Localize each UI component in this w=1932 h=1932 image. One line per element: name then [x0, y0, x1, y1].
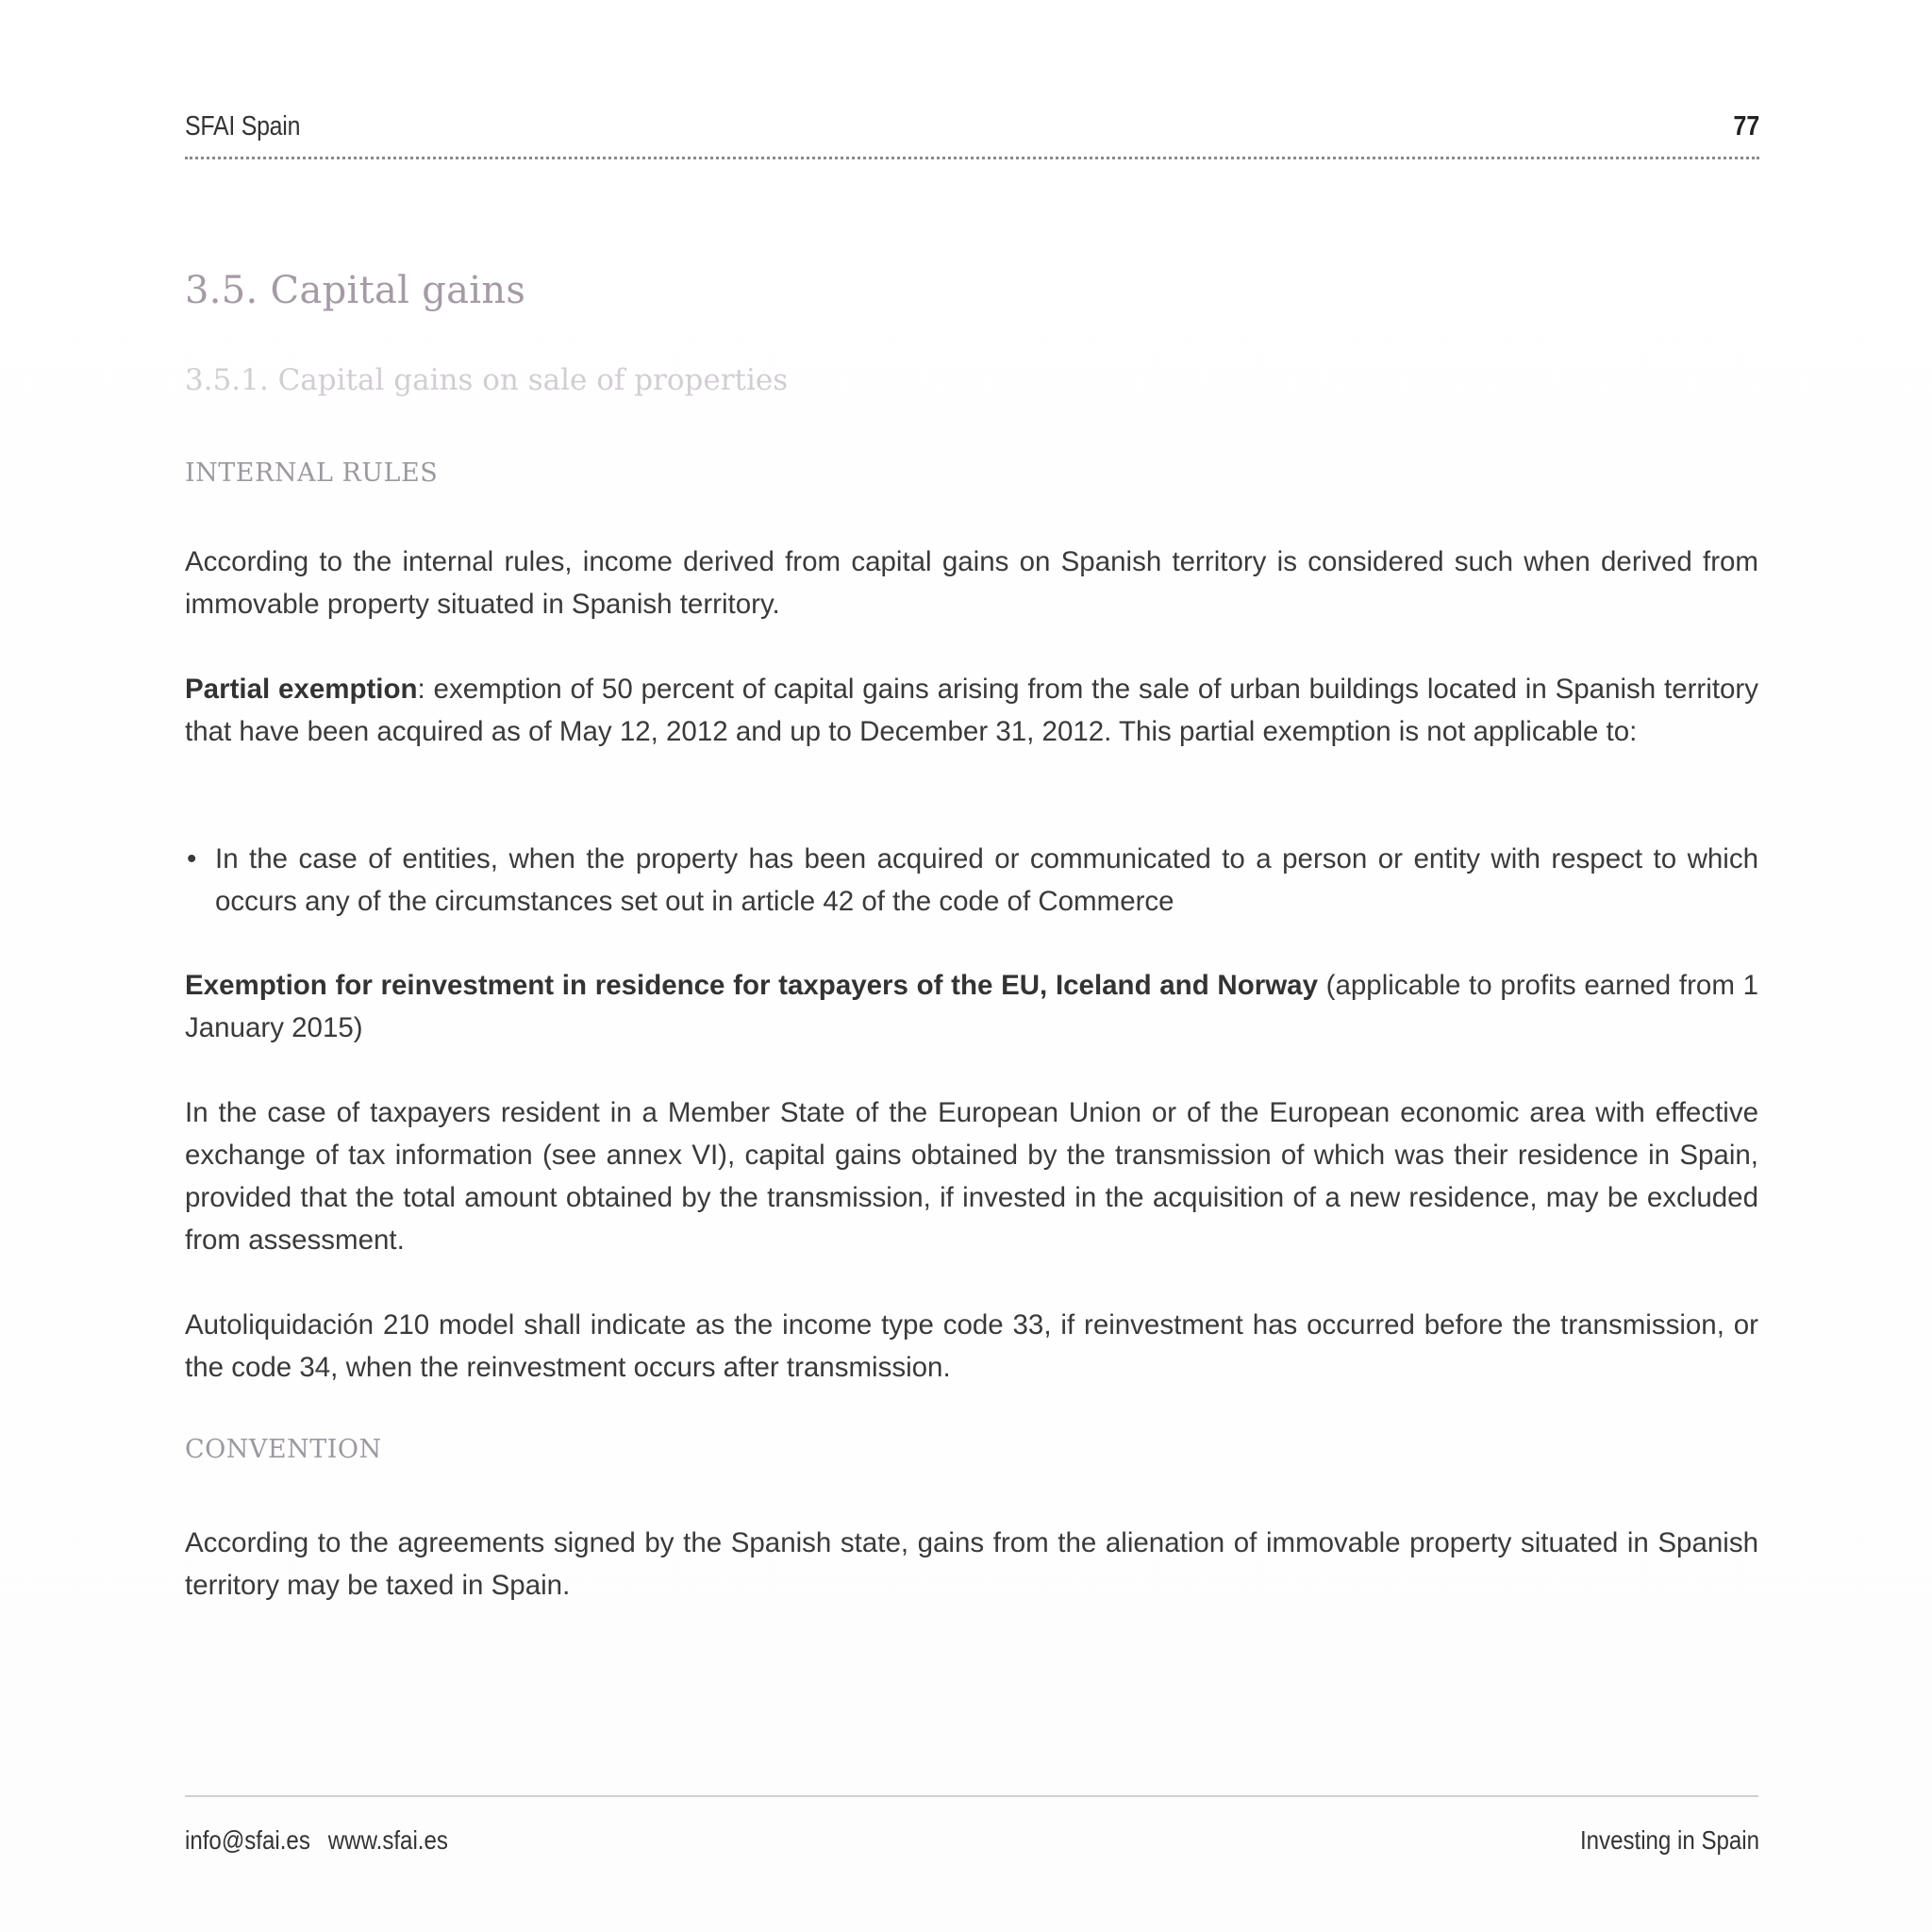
convention-heading: CONVENTION	[185, 1435, 382, 1464]
header-brand: SFAI Spain	[185, 111, 301, 142]
reinvestment-exemption-paragraph	[185, 964, 1758, 1049]
partial-exemption-term: Partial exemption	[185, 674, 418, 705]
page-number: 77	[1733, 111, 1759, 142]
footer-publication: Investing in Spain	[1579, 1825, 1759, 1855]
internal-rules-paragraph-1: According to the internal rules, income derived from capital gains on Spanish territory is considered such when derived from immovable property situated in Spanish territory.	[185, 546, 1758, 620]
footer-rule	[185, 1795, 1758, 1797]
internal-rules-paragraph-5: Autoliquidación 210 model shall indicate as the income type code 33, if reinvestment has occurred before the transmission, or the code 34, when the reinvestment occurs after transmission.	[185, 1309, 1758, 1383]
footer-website[interactable]: www.sfai.es	[327, 1825, 448, 1855]
section-title: 3.5. Capital gains	[185, 269, 526, 312]
reinvestment-exemption-term: Exemption for reinvestment in residence for taxpayers of the EU, Iceland and Norway	[185, 970, 1318, 1001]
bullet-marker: •	[187, 843, 197, 874]
footer-email[interactable]: info@sfai.es	[185, 1825, 310, 1855]
list-item-text: In the case of entities, when the property has been acquired or communicated to a person or entity with respect to which occurs any of the circumstances set out in article 42 of the code of Commerce	[215, 843, 1758, 917]
internal-rules-paragraph-4: In the case of taxpayers resident in a Member State of the European Union or of the European economic area with effective exchange of tax information (see annex VI), capital gains obtained by the transmission of which was their residence in Spain, provided that the total amount obtained by the transmission, if invested in the acquisition of a new residence, may be excluded from assessment.	[185, 1097, 1758, 1256]
header-dotted-rule	[185, 157, 1759, 159]
page-footer	[185, 1825, 1759, 1863]
list-item	[185, 838, 1758, 923]
footer-contact	[185, 1825, 448, 1856]
convention-paragraph: According to the agreements signed by the Spanish state, gains from the alienation of immovable property situated in Spanish territory may be taxed in Spain.	[185, 1527, 1758, 1601]
partial-exemption-text: : exemption of 50 percent of capital gains arising from the sale of urban buildings located in Spanish territory that have been acquired as of May 12, 2012 and up to December 31, 2012. This partial exemption is not applicable to:	[185, 674, 1758, 747]
reinvestment-exemption-text: (applicable to profits earned from 1 January 2015)	[185, 970, 1758, 1043]
page-header	[185, 104, 1759, 160]
section-subtitle: 3.5.1. Capital gains on sale of properties	[185, 363, 789, 397]
partial-exemption-paragraph	[185, 668, 1758, 753]
internal-rules-heading: INTERNAL RULES	[185, 458, 439, 488]
